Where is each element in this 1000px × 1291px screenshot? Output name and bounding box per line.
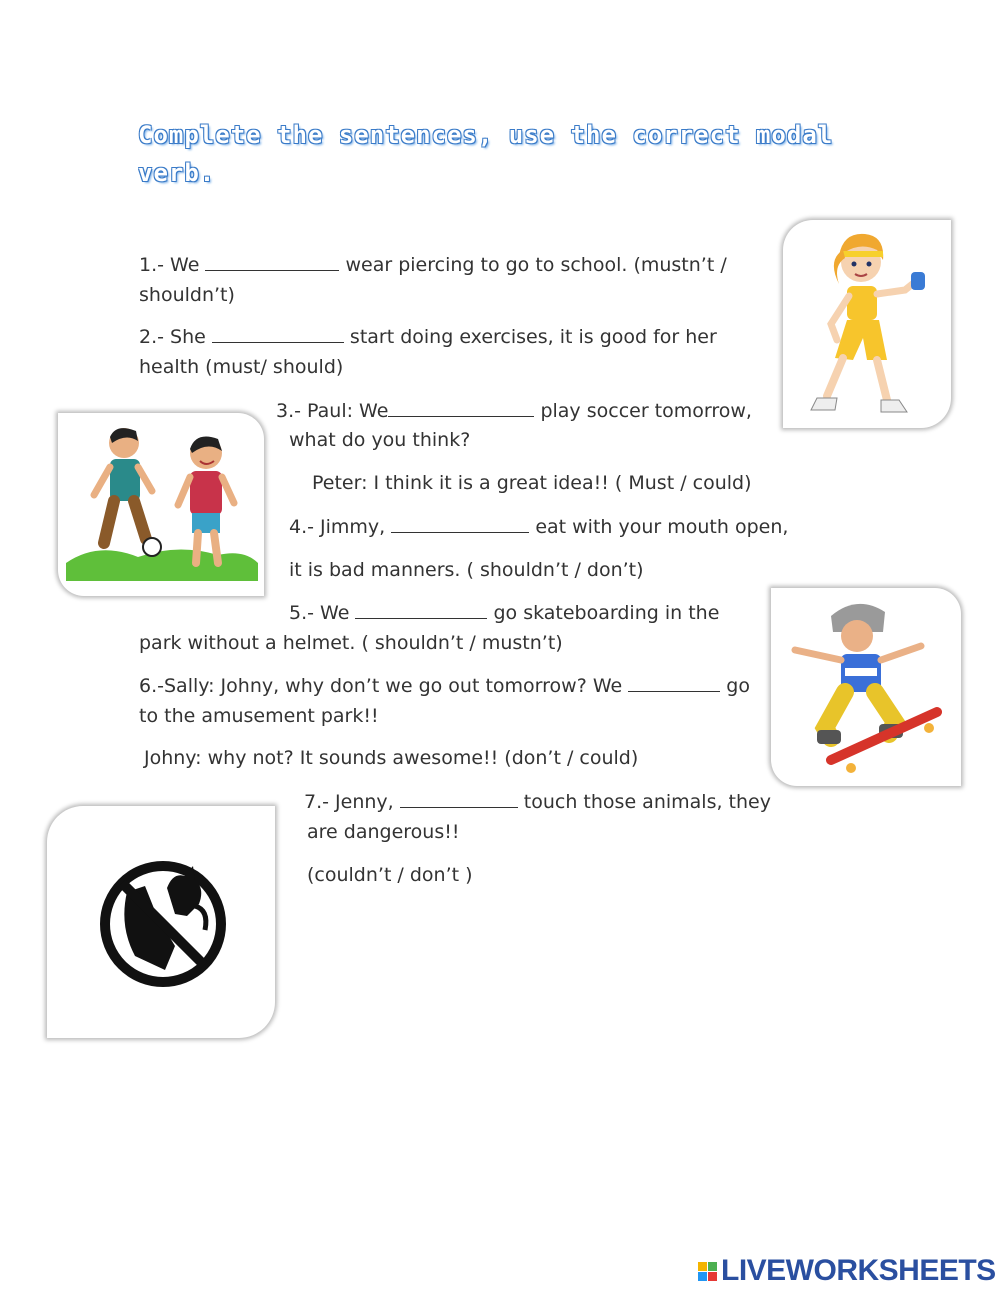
exercise-girl-picture xyxy=(783,220,951,428)
logo-square-4 xyxy=(708,1272,717,1281)
question-7-line-3: (couldn’t / don’t ) xyxy=(307,864,473,886)
question-7-line-1 xyxy=(304,787,771,817)
q2-answer-blank[interactable] xyxy=(212,324,344,343)
logo-square-3 xyxy=(698,1272,707,1281)
question-1-line-1 xyxy=(139,250,727,280)
question-2-line-2: health (must/ should) xyxy=(139,356,344,378)
question-3-line-3: Peter: I think it is a great idea!! ( Must / could) xyxy=(312,472,752,494)
q3-answer-blank[interactable] xyxy=(388,398,534,417)
logo-square-1 xyxy=(698,1262,707,1271)
question-3-line-1 xyxy=(276,396,752,426)
q5-start: 5.- We xyxy=(289,602,350,624)
question-1-line-2: shouldn’t) xyxy=(139,284,235,306)
q7-answer-blank[interactable] xyxy=(400,789,518,808)
logo-text: LIVEWORKSHEETS xyxy=(721,1254,996,1287)
q4-start: 4.- Jimmy, xyxy=(289,516,386,538)
question-7-line-2: are dangerous!! xyxy=(307,821,460,843)
q7-end: touch those animals, they xyxy=(523,791,771,813)
q6-start: 6.-Sally: Johny, why don’t we go out tomorrow? We xyxy=(139,675,623,697)
logo-square-2 xyxy=(708,1262,717,1271)
q3-start: 3.- Paul: We xyxy=(276,400,389,422)
question-2-line-1 xyxy=(139,322,744,352)
q5-end: go skateboarding in the xyxy=(493,602,720,624)
q4-answer-blank[interactable] xyxy=(391,514,529,533)
q6-end: go xyxy=(726,675,750,697)
question-6-line-2: to the amusement park!! xyxy=(139,705,379,727)
q1-end: wear piercing to go to school. (mustn’t / xyxy=(345,254,727,276)
q1-answer-blank[interactable] xyxy=(205,252,339,271)
soccer-boys-picture xyxy=(58,413,264,596)
question-5-line-2: park without a helmet. ( shouldn’t / mustn’t) xyxy=(139,632,563,654)
question-5-line-1 xyxy=(289,598,743,628)
question-3-line-2: what do you think? xyxy=(289,429,471,451)
q3-end: play soccer tomorrow, xyxy=(540,400,752,422)
question-4-line-1 xyxy=(289,512,788,542)
question-6-line-1 xyxy=(139,671,750,701)
logo-mark-icon xyxy=(698,1262,717,1281)
liveworksheets-logo xyxy=(698,1254,996,1288)
q4-end: eat with your mouth open, xyxy=(535,516,789,538)
q6-answer-blank[interactable] xyxy=(628,673,720,692)
skateboarder-picture xyxy=(771,588,961,786)
q5-answer-blank[interactable] xyxy=(355,600,487,619)
no-touching-animals-picture xyxy=(47,806,275,1038)
q2-end: start doing exercises, it is good for her xyxy=(349,326,717,348)
q1-start: 1.- We xyxy=(139,254,200,276)
q2-start: 2.- She xyxy=(139,326,206,348)
question-6-line-3: Johny: why not? It sounds awesome!! (don’t / could) xyxy=(144,747,639,769)
question-4-line-2: it is bad manners. ( shouldn’t / don’t) xyxy=(289,559,644,581)
worksheet-title: Complete the sentences, use the correct modal verb. xyxy=(138,121,834,187)
q7-start: 7.- Jenny, xyxy=(304,791,394,813)
